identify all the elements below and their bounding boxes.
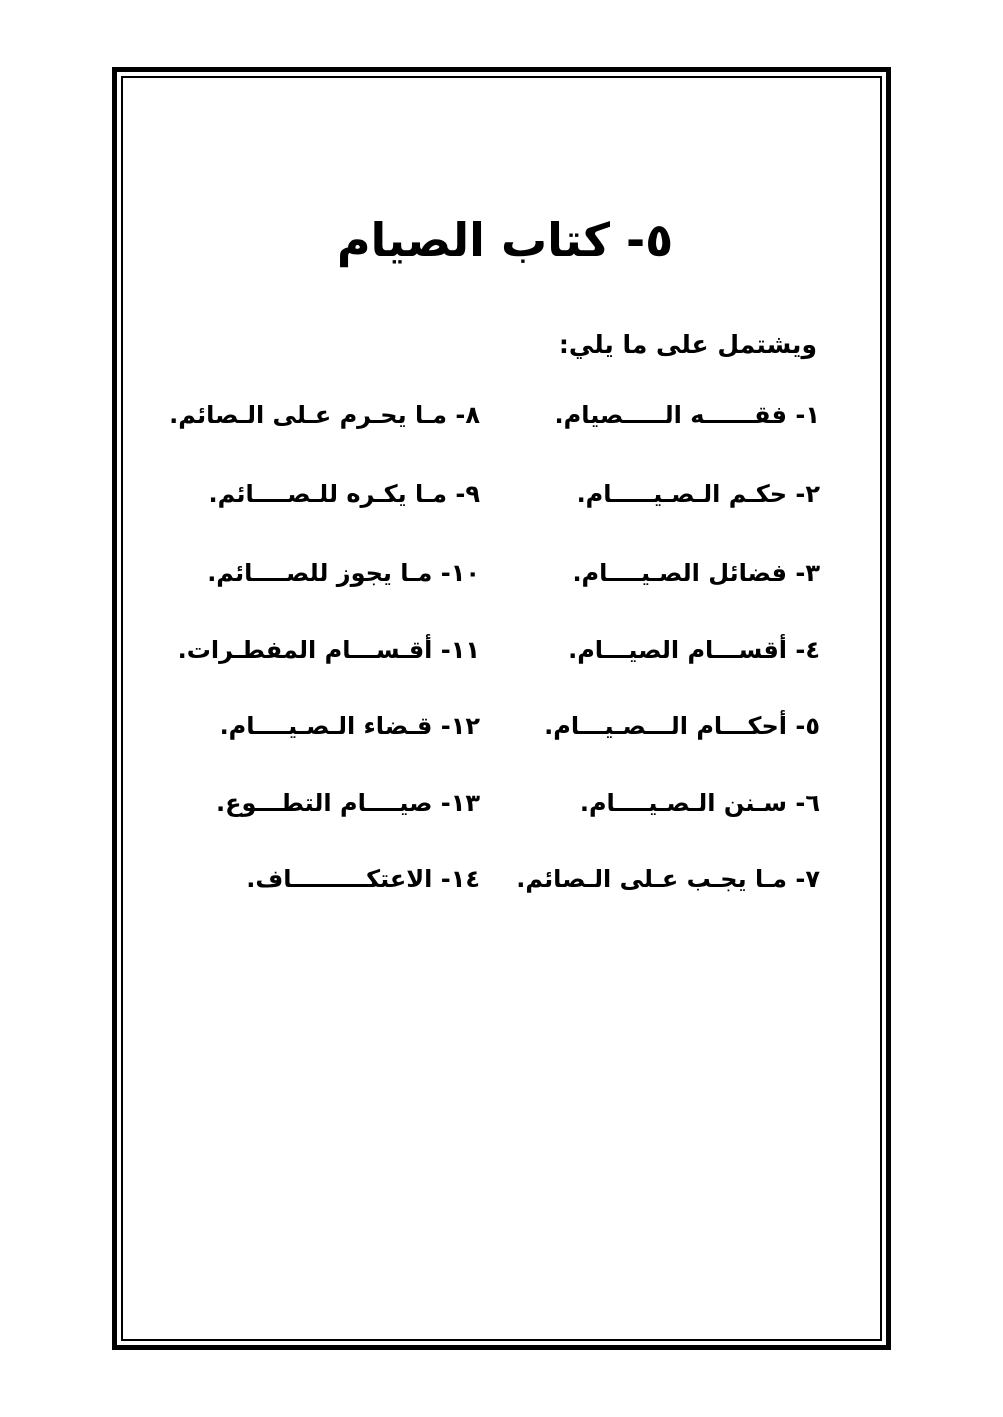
toc-item-5: ٥- أحكـــام الـــصـيـــام. <box>544 712 820 740</box>
toc-item-14: ١٤- الاعتكـــــــــاف. <box>246 865 480 893</box>
toc-row <box>160 859 820 899</box>
toc-row <box>160 630 820 670</box>
toc-row <box>160 553 820 593</box>
toc-item-13: ١٣- صيــــام التطـــوع. <box>216 789 480 817</box>
toc-item-1: ١- فقــــــه الـــــصيام. <box>554 401 820 429</box>
toc-item-3: ٣- فضائل الصـيــــام. <box>572 559 820 587</box>
toc-row <box>160 783 820 823</box>
toc-item-7: ٧- مـا يجـب عـلى الـصائم. <box>516 865 820 893</box>
toc-item-2: ٢- حكـم الـصـيـــــام. <box>576 480 820 508</box>
toc-item-12: ١٢- قـضاء الـصـيــــام. <box>219 712 480 740</box>
toc-item-10: ١٠- مـا يجوز للصــــائم. <box>207 559 480 587</box>
toc-row <box>160 706 820 746</box>
intro-text: ويشتمل على ما يلي: <box>558 330 817 359</box>
chapter-title: ٥- كتاب الصيام <box>336 213 674 267</box>
toc-item-6: ٦- سـنن الـصـيــــام. <box>579 789 820 817</box>
toc-row <box>160 395 820 435</box>
toc-item-4: ٤- أقســـام الصيـــام. <box>568 636 820 664</box>
toc-row <box>160 474 820 514</box>
toc-item-9: ٩- مـا يكـره للـصــــائم. <box>208 480 480 508</box>
toc-item-8: ٨- مـا يحـرم عـلى الـصائم. <box>169 401 480 429</box>
toc-item-11: ١١- أقـســـام المفطـرات. <box>177 636 480 664</box>
